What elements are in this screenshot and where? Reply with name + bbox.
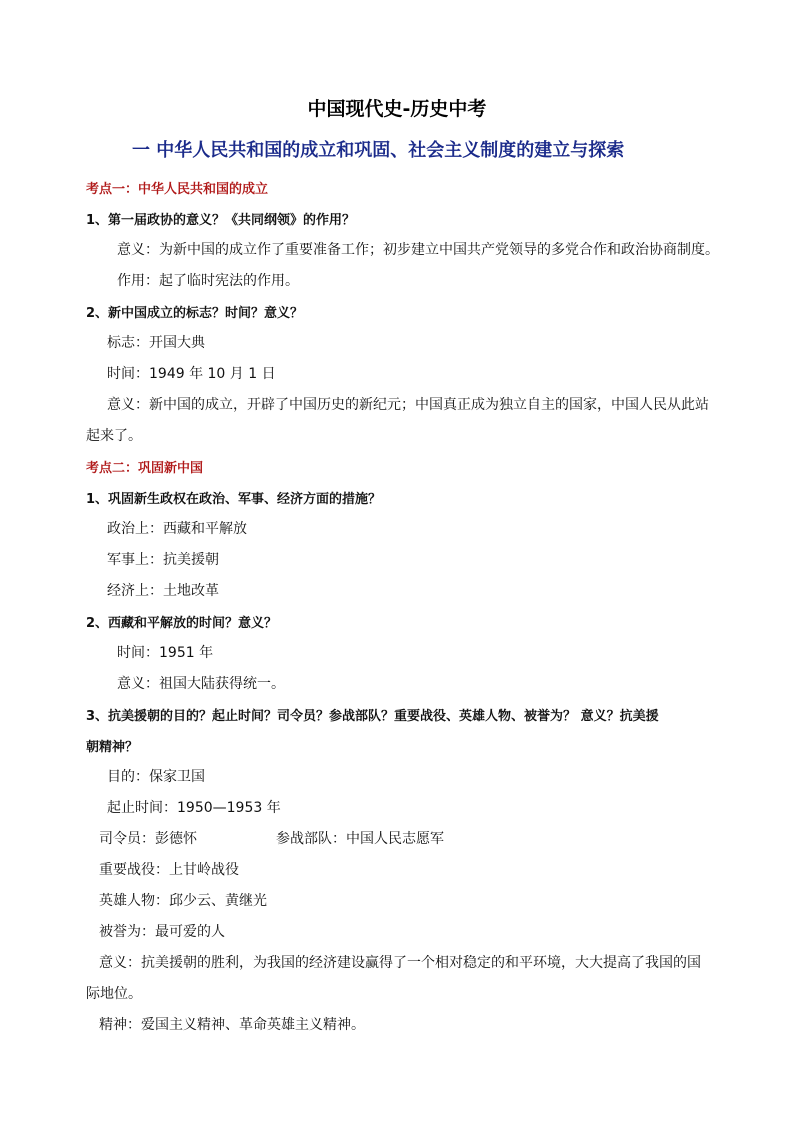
answer-2-3-battle: 重要战役：上甘岭战役 xyxy=(99,862,239,878)
answer-1-2-significance-line2: 起来了。 xyxy=(86,428,142,444)
answer-1-2-symbol: 标志：开国大典 xyxy=(107,335,205,351)
answer-1-1-significance: 意义：为新中国的成立作了重要准备工作；初步建立中国共产党领导的多党合作和政治协商制度。 xyxy=(117,242,719,258)
question-2-3-line2: 朝精神？ xyxy=(86,740,139,755)
answer-2-1-military: 军事上：抗美援朝 xyxy=(107,552,219,568)
answer-2-3-honor: 被誉为：最可爱的人 xyxy=(99,924,225,940)
kaodian-1-heading: 考点一：中华人民共和国的成立 xyxy=(86,182,269,197)
page-title: 中国现代史-历史中考 xyxy=(307,98,487,120)
answer-1-2-time: 时间：1949 年 10 月 1 日 xyxy=(107,366,276,382)
answer-2-3-spirit: 精神：爱国主义精神、革命英雄主义精神。 xyxy=(99,1017,365,1033)
question-1-2: 2、新中国成立的标志？时间？意义？ xyxy=(86,306,304,321)
answer-2-2-time: 时间：1951 年 xyxy=(117,645,214,661)
kaodian-2-heading: 考点二：巩固新中国 xyxy=(86,461,204,476)
answer-2-1-economy: 经济上：土地改革 xyxy=(107,583,219,599)
answer-2-3-significance-line2: 际地位。 xyxy=(86,986,142,1002)
answer-2-3-significance-line1: 意义：抗美援朝的胜利，为我国的经济建设赢得了一个相对稳定的和平环境，大大提高了我国的国 xyxy=(99,955,701,971)
answer-2-1-politics: 政治上：西藏和平解放 xyxy=(107,521,247,537)
answer-1-2-significance-line1: 意义：新中国的成立，开辟了中国历史的新纪元；中国真正成为独立自主的国家，中国人民从此站 xyxy=(107,397,709,413)
answer-2-2-significance: 意义：祖国大陆获得统一。 xyxy=(117,676,285,692)
answer-2-3-purpose: 目的：保家卫国 xyxy=(107,769,205,785)
answer-2-3-troops: 参战部队：中国人民志愿军 xyxy=(276,831,444,847)
question-2-2: 2、西藏和平解放的时间？意义？ xyxy=(86,616,278,631)
question-2-1: 1、巩固新生政权在政治、军事、经济方面的措施？ xyxy=(86,492,382,507)
section-title: 一 中华人民共和国的成立和巩固、社会主义制度的建立与探索 xyxy=(132,140,625,161)
answer-2-3-period: 起止时间：1950—1953 年 xyxy=(107,800,281,816)
answer-2-3-commander: 司令员：彭德怀 xyxy=(99,831,197,847)
question-2-3-line1: 3、抗美援朝的目的？起止时间？司令员？参战部队？重要战役、英雄人物、被誉为？ 意义？抗美援 xyxy=(86,709,659,724)
answer-2-3-heroes: 英雄人物：邱少云、黄继光 xyxy=(99,893,267,909)
question-1-1: 1、第一届政协的意义？《共同纲领》的作用？ xyxy=(86,213,356,228)
answer-1-1-function: 作用：起了临时宪法的作用。 xyxy=(117,273,299,289)
